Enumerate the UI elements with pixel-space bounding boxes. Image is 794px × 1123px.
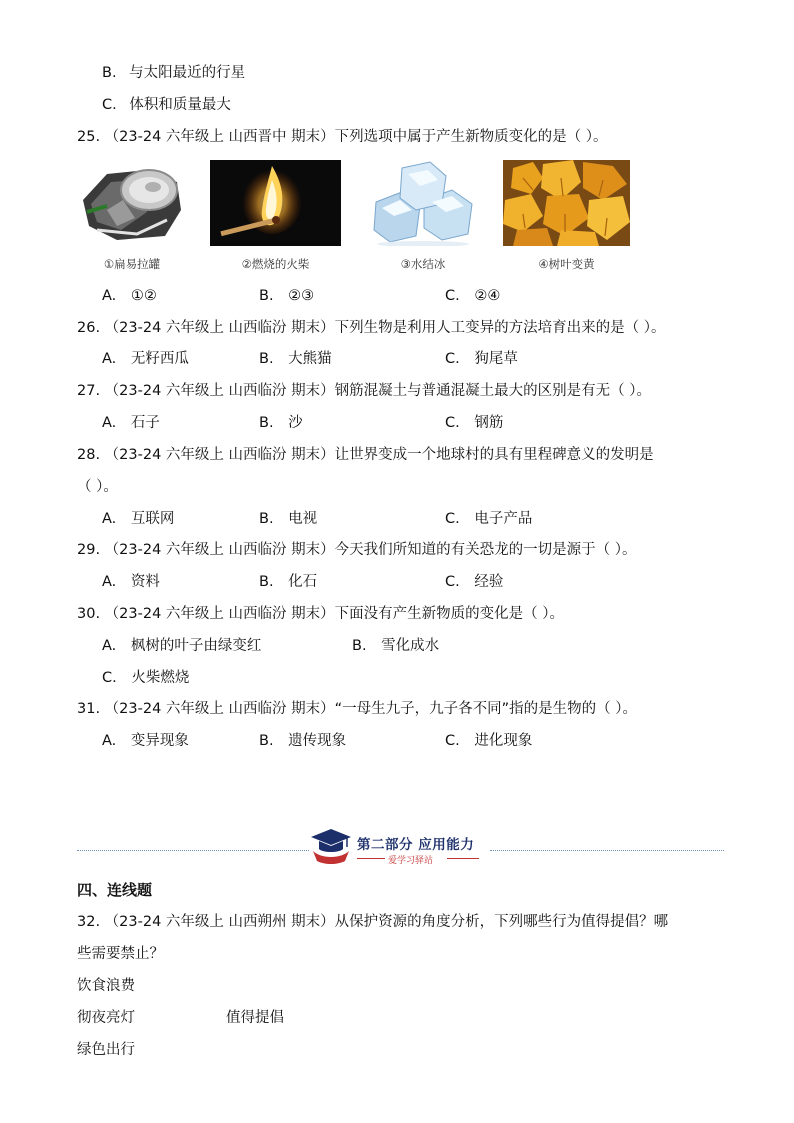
burning-match-image: [210, 160, 341, 246]
question-25-stem: 25. （23-24 六年级上 山西晋中 期末）下列选项中属于产生新物质变化的是（ ）。: [77, 129, 608, 145]
q30-option-b[interactable]: [352, 636, 439, 656]
option-text: 狗尾草: [474, 351, 518, 367]
option-text: 互联网: [130, 511, 175, 527]
option-label: C.: [102, 97, 117, 113]
q27-option-b[interactable]: [259, 413, 303, 433]
banner-subtitle: 爱学习驿站: [388, 856, 434, 866]
divider-left: [77, 850, 309, 851]
banner-rule-right: [447, 858, 479, 859]
option-label: C.: [445, 415, 460, 431]
caption-2: ②燃烧的火柴: [241, 257, 310, 271]
option-text: 经验: [474, 574, 504, 590]
q29-option-b[interactable]: [259, 572, 317, 592]
option-text: 沙: [288, 415, 303, 431]
q28-option-a[interactable]: [102, 509, 174, 529]
option-text: 变异现象: [130, 733, 189, 749]
option-label: C.: [445, 733, 460, 749]
option-c-prev[interactable]: [102, 95, 231, 115]
question-28-stem: 28. （23-24 六年级上 山西临汾 期末）让世界变成一个地球村的具有里程碑意义的发明是: [77, 447, 654, 463]
option-text: 钢筋: [474, 415, 504, 431]
q30-option-a[interactable]: [102, 636, 261, 656]
q31-option-c[interactable]: [445, 731, 532, 751]
option-text: 遗传现象: [288, 733, 347, 749]
option-label: B.: [102, 65, 117, 81]
option-label: C.: [445, 351, 460, 367]
option-text: 化石: [288, 574, 318, 590]
option-label: B.: [259, 288, 274, 304]
q26-option-c[interactable]: [445, 349, 518, 369]
option-text: 大熊猫: [288, 351, 332, 367]
question-27-stem: 27. （23-24 六年级上 山西临汾 期末）钢筋混凝土与普通混凝土最大的区别是有无（ ）。: [77, 383, 651, 399]
option-text: 石子: [130, 415, 160, 431]
option-text: 枫树的叶子由绿变红: [130, 638, 262, 654]
q31-option-b[interactable]: [259, 731, 346, 751]
option-text: 与太阳最近的行星: [129, 65, 246, 81]
option-label: A.: [102, 638, 117, 654]
q25-option-b[interactable]: [259, 286, 314, 306]
q31-option-a[interactable]: [102, 731, 189, 751]
q27-option-a[interactable]: [102, 413, 160, 433]
caption-1: ①扁易拉罐: [103, 257, 161, 271]
question-28-stem-cont: （ ）。: [77, 479, 118, 495]
option-label: A.: [102, 415, 117, 431]
caption-3: ③水结冰: [400, 257, 446, 271]
option-label: B.: [259, 574, 274, 590]
option-label: A.: [102, 511, 117, 527]
q26-option-b[interactable]: [259, 349, 332, 369]
yellow-leaves-image: [503, 160, 630, 246]
option-label: C.: [445, 511, 460, 527]
option-label: A.: [102, 288, 117, 304]
option-text: 电视: [288, 511, 318, 527]
question-32-stem: 32. （23-24 六年级上 山西朔州 期末）从保护资源的角度分析，下列哪些行为值得提倡？哪: [77, 914, 669, 930]
option-text: 资料: [130, 574, 160, 590]
question-29-stem: 29. （23-24 六年级上 山西临汾 期末）今天我们所知道的有关恐龙的一切是源于（ ）。: [77, 542, 637, 558]
option-text: 体积和质量最大: [129, 97, 231, 113]
crushed-can-image: [77, 160, 187, 246]
option-label: B.: [259, 351, 274, 367]
divider-right: [490, 850, 724, 851]
option-label: B.: [259, 511, 274, 527]
option-label: B.: [259, 733, 274, 749]
question-26-stem: 26. （23-24 六年级上 山西临汾 期末）下列生物是利用人工变异的方法培育出来的是（ ）。: [77, 320, 666, 336]
q26-option-a[interactable]: [102, 349, 189, 369]
option-text: 无籽西瓜: [130, 351, 189, 367]
match-right-item[interactable]: 值得提倡: [226, 1010, 284, 1026]
option-label: A.: [102, 574, 117, 590]
option-text: 火柴燃烧: [131, 670, 190, 686]
option-text: 雪化成水: [381, 638, 440, 654]
match-left-item[interactable]: 绿色出行: [77, 1042, 135, 1058]
option-label: C.: [102, 670, 117, 686]
option-text: 电子产品: [474, 511, 533, 527]
option-text: ②③: [288, 288, 315, 304]
option-b-prev[interactable]: [102, 63, 245, 83]
banner-rule-left: [357, 858, 385, 859]
option-label: A.: [102, 351, 117, 367]
option-label: B.: [259, 415, 274, 431]
q25-option-c[interactable]: [445, 286, 500, 306]
match-left-item[interactable]: 彻夜亮灯: [77, 1010, 135, 1026]
q29-option-c[interactable]: [445, 572, 503, 592]
caption-4: ④树叶变黄: [538, 257, 595, 271]
graduation-cap-icon: [309, 825, 353, 865]
option-label: B.: [352, 638, 367, 654]
option-label: C.: [445, 288, 460, 304]
option-text: ①②: [130, 288, 157, 304]
q28-option-b[interactable]: [259, 509, 317, 529]
ice-cubes-image: [368, 160, 478, 246]
banner-title: 第二部分 应用能力: [357, 837, 475, 853]
q25-option-a[interactable]: [102, 286, 157, 306]
match-left-item[interactable]: 饮食浪费: [77, 978, 135, 994]
q29-option-a[interactable]: [102, 572, 160, 592]
option-text: ②④: [474, 288, 501, 304]
q27-option-c[interactable]: [445, 413, 503, 433]
question-32-stem-cont: 些需要禁止？: [77, 946, 164, 962]
option-label: A.: [102, 733, 117, 749]
section-4-heading: 四、连线题: [77, 881, 153, 899]
option-label: C.: [445, 574, 460, 590]
q28-option-c[interactable]: [445, 509, 532, 529]
question-31-stem: 31. （23-24 六年级上 山西临汾 期末）“一母生九子，九子各不同”指的是生物的（ ）。: [77, 701, 638, 717]
option-text: 进化现象: [474, 733, 533, 749]
q30-option-c[interactable]: [102, 668, 189, 688]
question-30-stem: 30. （23-24 六年级上 山西临汾 期末）下面没有产生新物质的变化是（ ）。: [77, 606, 564, 622]
